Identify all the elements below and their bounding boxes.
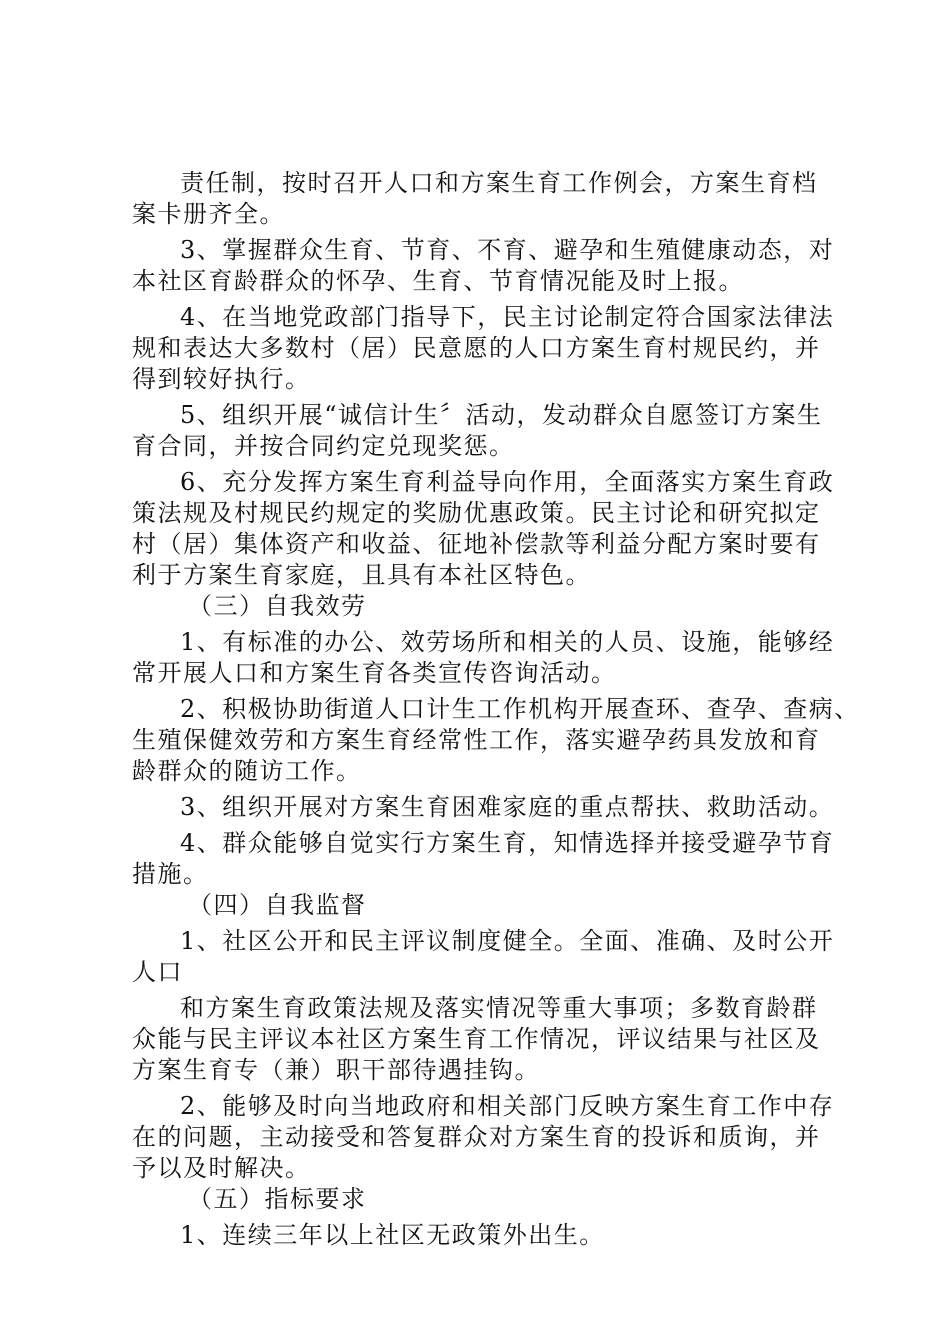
paragraph-line: 3、掌握群众生育、节育、不育、避孕和生殖健康动态，对 xyxy=(180,236,835,264)
section-heading: （四）自我监督 xyxy=(188,891,367,919)
paragraph-line: 常开展人口和方案生育各类宣传咨询活动。 xyxy=(132,659,617,687)
paragraph-line: 在的问题，主动接受和答复群众对方案生育的投诉和质询，并 xyxy=(132,1123,821,1151)
paragraph-line: 案卡册齐全。 xyxy=(132,200,285,228)
paragraph-line: 5、组织开展“诚信计生〞活动，发动群众自愿签订方案生 xyxy=(180,401,823,429)
paragraph-line: 予以及时解决。 xyxy=(132,1154,311,1182)
paragraph-line: 1、连续三年以上社区无政策外出生。 xyxy=(180,1221,605,1249)
paragraph-line: 和方案生育政策法规及落实情况等重大事项；多数育龄群 xyxy=(180,994,818,1022)
paragraph-line: 村（居）集体资产和收益、征地补偿款等利益分配方案时要有 xyxy=(132,530,821,558)
paragraph-line: 1、社区公开和民主评议制度健全。全面、准确、及时公开 xyxy=(180,927,835,955)
paragraph-line: 措施。 xyxy=(132,860,209,888)
paragraph-line: 方案生育专（兼）职干部待遇挂钩。 xyxy=(132,1056,540,1084)
document-body xyxy=(132,168,860,1251)
paragraph-line: 众能与民主评议本社区方案生育工作情况，评议结果与社区及 xyxy=(132,1025,821,1053)
paragraph-line: 人口 xyxy=(132,958,183,986)
paragraph-line: 4、在当地党政部门指导下，民主讨论制定符合国家法律法 xyxy=(180,303,835,331)
paragraph-line: 3、组织开展对方案生育困难家庭的重点帮扶、救助活动。 xyxy=(180,793,835,821)
paragraph-line: 育合同，并按合同约定兑现奖惩。 xyxy=(132,432,515,460)
section-heading: （五）指标要求 xyxy=(188,1185,367,1213)
paragraph-line: 2、积极协助街道人口计生工作机构开展查环、查孕、查病、 xyxy=(180,695,860,723)
paragraph-line: 责任制，按时召开人口和方案生育工作例会，方案生育档 xyxy=(180,169,818,197)
paragraph-line: 策法规及村规民约规定的奖励优惠政策。民主讨论和研究拟定 xyxy=(132,499,821,527)
paragraph-line: 利于方案生育家庭，且具有本社区特色。 xyxy=(132,561,591,589)
paragraph-line: 龄群众的随访工作。 xyxy=(132,757,362,785)
paragraph-line: 规和表达大多数村（居）民意愿的人口方案生育村规民约，并 xyxy=(132,334,821,362)
paragraph-line: 4、群众能够自觉实行方案生育，知情选择并接受避孕节育 xyxy=(180,829,835,857)
paragraph-line: 1、有标准的办公、效劳场所和相关的人员、设施，能够经 xyxy=(180,628,835,656)
paragraph-line: 得到较好执行。 xyxy=(132,365,311,393)
paragraph-line: 生殖保健效劳和方案生育经常性工作，落实避孕药具发放和育 xyxy=(132,726,821,754)
paragraph-line: 6、充分发挥方案生育利益导向作用，全面落实方案生育政 xyxy=(180,468,835,496)
section-heading: （三）自我效劳 xyxy=(188,592,367,620)
paragraph-line: 2、能够及时向当地政府和相关部门反映方案生育工作中存 xyxy=(180,1092,835,1120)
paragraph-line: 本社区育龄群众的怀孕、生育、节育情况能及时上报。 xyxy=(132,267,744,295)
